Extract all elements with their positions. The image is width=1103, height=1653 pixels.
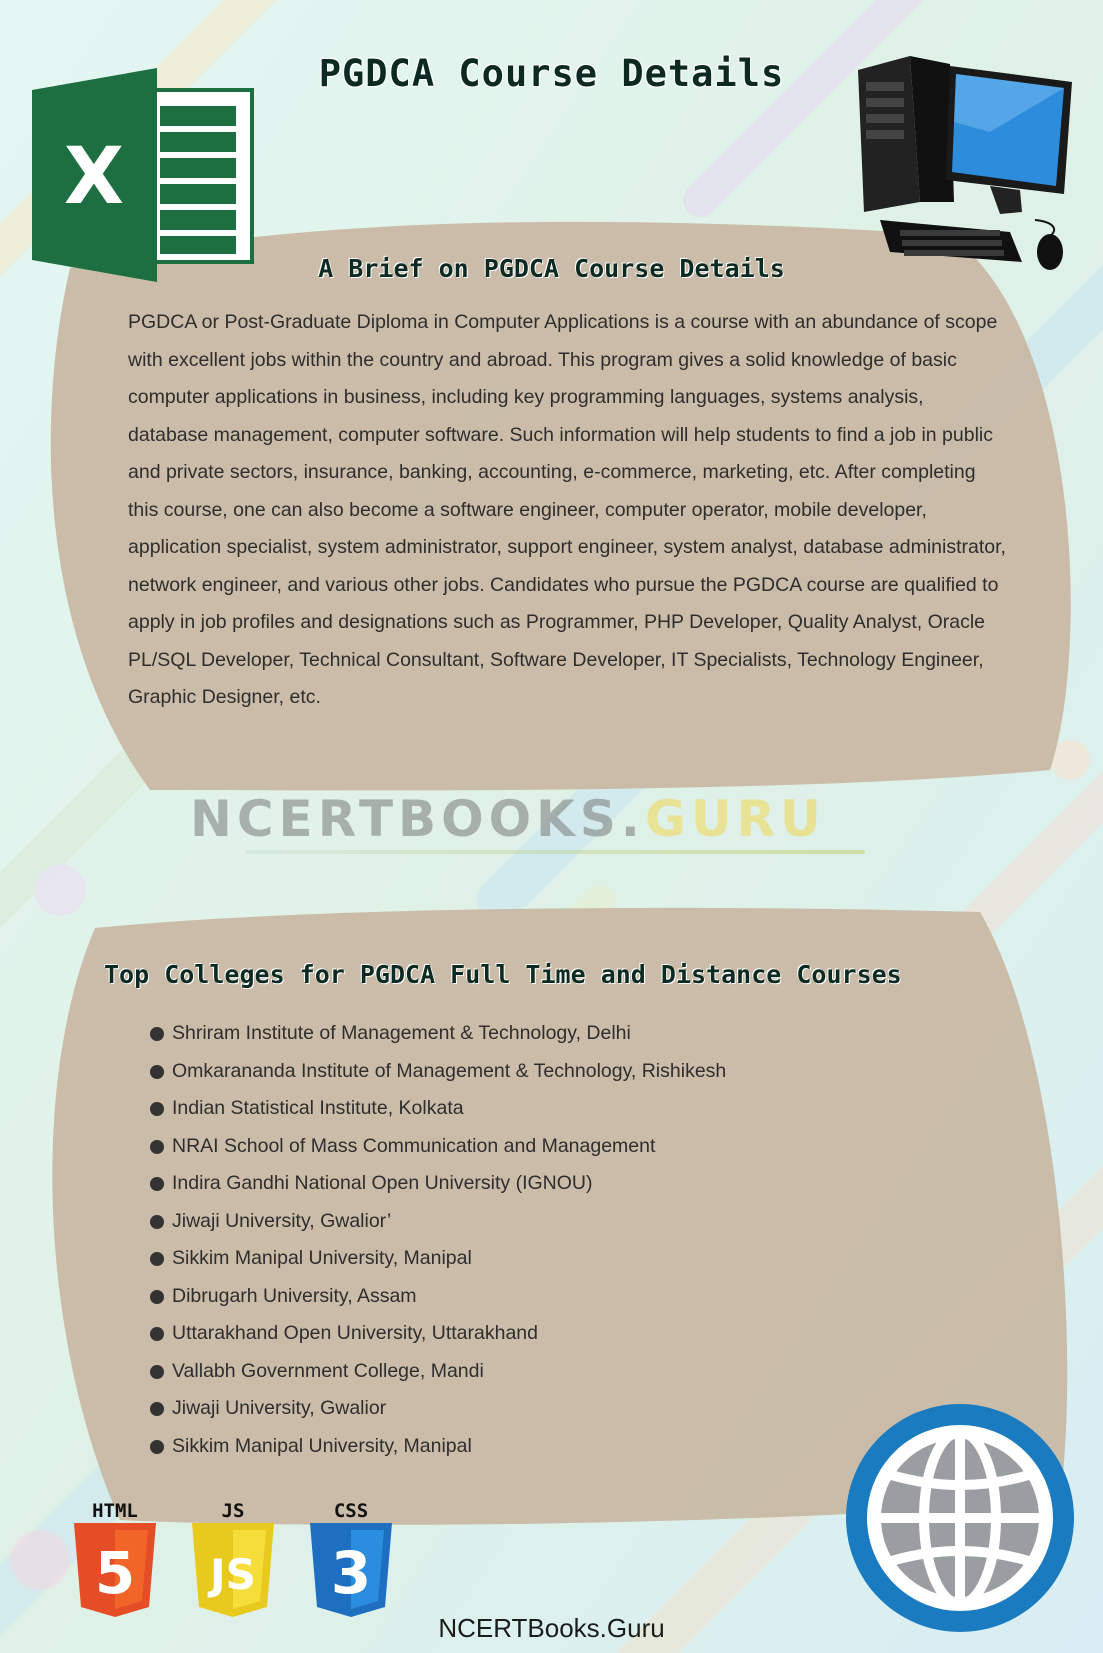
- list-item: Shriram Institute of Management & Technology, Delhi: [150, 1015, 726, 1053]
- js-glyph: JS: [210, 1550, 256, 1599]
- list-item: NRAI School of Mass Communication and Management: [150, 1128, 726, 1166]
- list-item: Indian Statistical Institute, Kolkata: [150, 1090, 726, 1128]
- bullet-icon: [150, 1252, 164, 1266]
- globe-icon: [844, 1402, 1076, 1634]
- list-item: Omkarananda Institute of Management & Technology, Rishikesh: [150, 1053, 726, 1091]
- page-title: PGDCA Course Details: [318, 52, 785, 95]
- list-item: Jiwaji University, Gwalior’: [150, 1203, 726, 1241]
- list-item: Sikkim Manipal University, Manipal: [150, 1428, 726, 1466]
- footer-site-name: NCERTBooks.Guru: [438, 1613, 665, 1643]
- list-item: Dibrugarh University, Assam: [150, 1278, 726, 1316]
- bullet-icon: [150, 1140, 164, 1154]
- watermark: [190, 790, 826, 848]
- colleges-list: [150, 1015, 726, 1465]
- html5-glyph: 5: [94, 1539, 136, 1607]
- colleges-heading: Top Colleges for PGDCA Full Time and Distance Courses: [104, 960, 902, 989]
- bullet-icon: [150, 1327, 164, 1341]
- bullet-icon: [150, 1365, 164, 1379]
- excel-glyph: X: [63, 132, 125, 222]
- watermark-underline: [245, 850, 865, 854]
- bullet-icon: [150, 1177, 164, 1191]
- bullet-icon: [150, 1290, 164, 1304]
- bullet-icon: [150, 1402, 164, 1416]
- bullet-icon: [150, 1027, 164, 1041]
- list-item: Indira Gandhi National Open University (IGNOU): [150, 1165, 726, 1203]
- brief-paragraph: PGDCA or Post-Graduate Diploma in Computer Applications is a course with an abundance of scope with excellent jobs within the country and abroad. This program gives a solid knowledge of basic computer applications in business, including key programming languages, systems analysis, database management, computer software. Such information will help students to find a job in public and private sectors, insurance, banking, accounting, e-commerce, marketing, etc. After completing this course, one can also become a software engineer, computer operator, mobile developer, application specialist, system administrator, support engineer, system analyst, database administrator, network engineer, and various other jobs. Candidates who pursue the PGDCA course are qualified to apply in job profiles and designations such as Programmer, PHP Developer, Quality Analyst, Oracle PL/SQL Developer, Technical Consultant, Software Developer, IT Specialists, Technology Engineer, Graphic Designer, etc.: [128, 311, 1006, 708]
- watermark-part2: GURU: [644, 790, 826, 848]
- list-item: Vallabh Government College, Mandi: [150, 1353, 726, 1391]
- bullet-icon: [150, 1102, 164, 1116]
- bullet-icon: [150, 1065, 164, 1079]
- excel-icon: [32, 68, 257, 282]
- css-label: CSS: [333, 1500, 369, 1522]
- bullet-icon: [150, 1215, 164, 1229]
- list-item: Sikkim Manipal University, Manipal: [150, 1240, 726, 1278]
- html-label: HTML: [92, 1500, 138, 1522]
- bullet-icon: [150, 1440, 164, 1454]
- brief-heading: A Brief on PGDCA Course Details: [318, 254, 785, 283]
- list-item: Uttarakhand Open University, Uttarakhand: [150, 1315, 726, 1353]
- js-label: JS: [221, 1500, 245, 1522]
- css3-glyph: 3: [330, 1539, 372, 1607]
- watermark-part1: NCERTBOOKS.: [190, 790, 645, 848]
- css3-icon: [310, 1523, 392, 1617]
- list-item: Jiwaji University, Gwalior: [150, 1390, 726, 1428]
- js-icon: [192, 1523, 274, 1617]
- html5-icon: [74, 1523, 156, 1617]
